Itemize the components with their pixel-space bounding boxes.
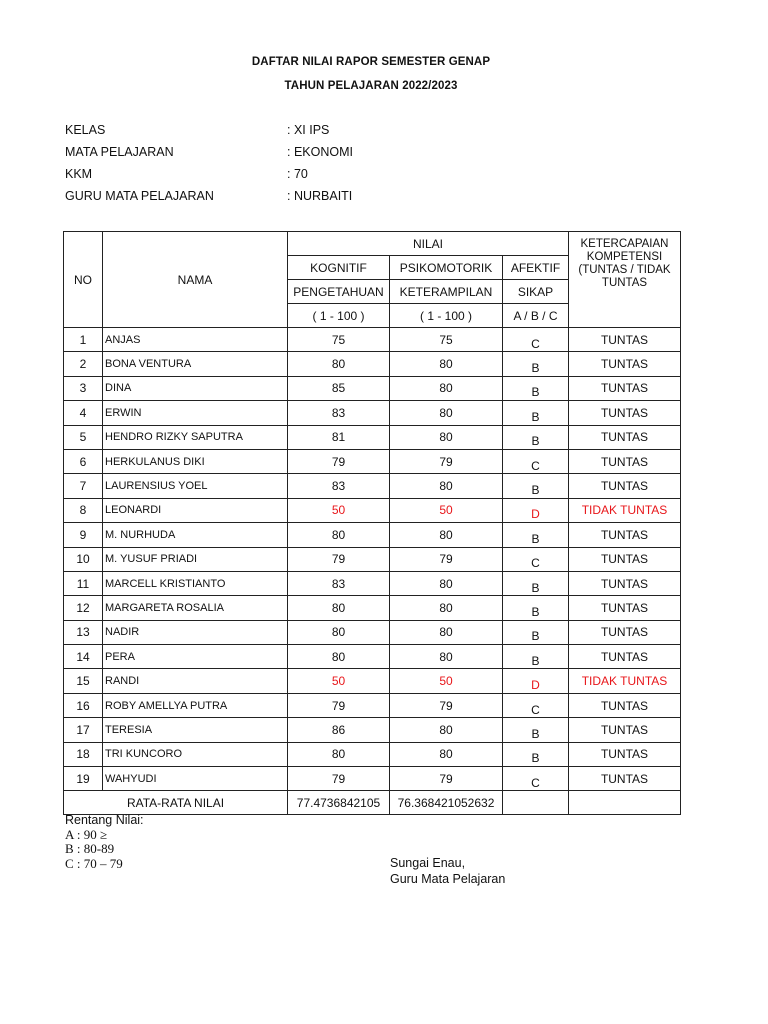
row-sikap-value: B <box>531 361 540 376</box>
range-a: A : 90 ≥ <box>65 826 108 842</box>
row-status: TUNTAS <box>569 645 681 669</box>
average-afektif <box>503 791 569 815</box>
row-nama: WAHYUDI <box>103 767 288 791</box>
row-status: TUNTAS <box>569 425 681 449</box>
row-nama: M. YUSUF PRIADI <box>103 547 288 571</box>
row-nama: PERA <box>103 645 288 669</box>
row-no: 12 <box>64 596 103 620</box>
row-sikap <box>503 669 569 693</box>
row-sikap-value: B <box>531 604 540 619</box>
row-sikap-value: B <box>531 580 540 595</box>
row-kognitif: 79 <box>288 767 390 791</box>
row-kognitif: 79 <box>288 547 390 571</box>
row-no: 17 <box>64 718 103 742</box>
info-label: KKM <box>65 167 93 181</box>
row-sikap <box>503 620 569 644</box>
row-sikap-value: C <box>531 702 540 717</box>
table-row <box>64 669 681 693</box>
range-title: Rentang Nilai: <box>65 813 144 827</box>
row-sikap-value: B <box>531 653 540 668</box>
row-nama: LEONARDI <box>103 498 288 522</box>
row-status: TUNTAS <box>569 474 681 498</box>
header-afektif: AFEKTIF <box>503 256 569 280</box>
table-row <box>64 425 681 449</box>
row-psikomotorik: 80 <box>390 620 503 644</box>
row-kognitif: 80 <box>288 352 390 376</box>
row-no: 18 <box>64 742 103 766</box>
info-value: : XI IPS <box>287 123 330 137</box>
table-row <box>64 376 681 400</box>
row-sikap <box>503 523 569 547</box>
row-kognitif: 83 <box>288 571 390 595</box>
header-nama: NAMA <box>103 232 288 328</box>
row-sikap-value: C <box>531 336 540 351</box>
info-row-guru <box>65 189 465 211</box>
row-status: TUNTAS <box>569 449 681 473</box>
info-value: : 70 <box>287 167 308 181</box>
table-row <box>64 742 681 766</box>
row-kognitif: 81 <box>288 425 390 449</box>
row-nama: DINA <box>103 376 288 400</box>
row-no: 13 <box>64 620 103 644</box>
table-row <box>64 547 681 571</box>
row-psikomotorik: 80 <box>390 474 503 498</box>
row-nama: ROBY AMELLYA PUTRA <box>103 693 288 717</box>
row-no: 8 <box>64 498 103 522</box>
row-no: 3 <box>64 376 103 400</box>
row-no: 9 <box>64 523 103 547</box>
signature-place: Sungai Enau, <box>390 856 466 870</box>
row-psikomotorik: 79 <box>390 449 503 473</box>
row-kognitif: 80 <box>288 620 390 644</box>
average-label: RATA-RATA NILAI <box>64 791 288 815</box>
row-sikap <box>503 645 569 669</box>
row-kognitif: 50 <box>288 498 390 522</box>
info-label: MATA PELAJARAN <box>65 145 174 159</box>
page-title: DAFTAR NILAI RAPOR SEMESTER GENAP <box>251 56 491 68</box>
table-row <box>64 474 681 498</box>
row-nama: MARGARETA ROSALIA <box>103 596 288 620</box>
row-sikap-value: B <box>531 629 540 644</box>
row-nama: BONA VENTURA <box>103 352 288 376</box>
table-body <box>64 328 681 791</box>
header-range-afektif: A / B / C <box>503 304 569 328</box>
average-status <box>569 791 681 815</box>
row-kognitif: 80 <box>288 523 390 547</box>
row-sikap <box>503 742 569 766</box>
row-psikomotorik: 80 <box>390 596 503 620</box>
row-psikomotorik: 80 <box>390 571 503 595</box>
row-kognitif: 80 <box>288 645 390 669</box>
row-nama: TERESIA <box>103 718 288 742</box>
row-status: TUNTAS <box>569 571 681 595</box>
row-nama: ANJAS <box>103 328 288 352</box>
table-row <box>64 718 681 742</box>
average-row <box>64 791 681 815</box>
row-sikap <box>503 767 569 791</box>
row-status: TIDAK TUNTAS <box>569 498 681 522</box>
average-kognitif: 77.4736842105 <box>288 791 390 815</box>
row-sikap-value: C <box>531 556 540 571</box>
row-psikomotorik: 79 <box>390 693 503 717</box>
row-sikap-value: D <box>531 678 540 693</box>
row-psikomotorik: 80 <box>390 376 503 400</box>
header-pengetahuan: PENGETAHUAN <box>288 280 390 304</box>
row-nama: HENDRO RIZKY SAPUTRA <box>103 425 288 449</box>
info-row-kelas <box>65 123 465 145</box>
row-sikap <box>503 693 569 717</box>
row-psikomotorik: 50 <box>390 498 503 522</box>
table-row <box>64 498 681 522</box>
row-nama: M. NURHUDA <box>103 523 288 547</box>
row-no: 19 <box>64 767 103 791</box>
row-status: TUNTAS <box>569 328 681 352</box>
header-range-psikomotorik: ( 1 - 100 ) <box>390 304 503 328</box>
info-row-mapel <box>65 145 465 167</box>
row-status: TIDAK TUNTAS <box>569 669 681 693</box>
row-sikap <box>503 449 569 473</box>
table-row <box>64 571 681 595</box>
row-sikap <box>503 718 569 742</box>
row-sikap-value: B <box>531 385 540 400</box>
row-no: 1 <box>64 328 103 352</box>
row-status: TUNTAS <box>569 352 681 376</box>
row-psikomotorik: 75 <box>390 328 503 352</box>
row-psikomotorik: 80 <box>390 523 503 547</box>
row-sikap <box>503 352 569 376</box>
table-row <box>64 693 681 717</box>
row-kognitif: 80 <box>288 742 390 766</box>
row-kognitif: 85 <box>288 376 390 400</box>
row-sikap <box>503 547 569 571</box>
row-psikomotorik: 79 <box>390 767 503 791</box>
header-sikap: SIKAP <box>503 280 569 304</box>
row-kognitif: 83 <box>288 474 390 498</box>
info-label: GURU MATA PELAJARAN <box>65 189 214 203</box>
row-psikomotorik: 79 <box>390 547 503 571</box>
row-sikap <box>503 498 569 522</box>
row-sikap-value: B <box>531 726 540 741</box>
row-no: 7 <box>64 474 103 498</box>
row-sikap <box>503 328 569 352</box>
row-no: 11 <box>64 571 103 595</box>
info-row-kkm <box>65 167 465 189</box>
page-subtitle: TAHUN PELAJARAN 2022/2023 <box>284 80 458 92</box>
table-row <box>64 449 681 473</box>
row-no: 5 <box>64 425 103 449</box>
row-status: TUNTAS <box>569 401 681 425</box>
row-psikomotorik: 80 <box>390 742 503 766</box>
row-nama: RANDI <box>103 669 288 693</box>
range-c: C : 70 – 79 <box>65 855 123 871</box>
header-range-kognitif: ( 1 - 100 ) <box>288 304 390 328</box>
row-no: 4 <box>64 401 103 425</box>
header-kognitif: KOGNITIF <box>288 256 390 280</box>
table-row <box>64 352 681 376</box>
row-psikomotorik: 80 <box>390 425 503 449</box>
table-row <box>64 401 681 425</box>
row-nama: LAURENSIUS YOEL <box>103 474 288 498</box>
row-sikap <box>503 571 569 595</box>
row-nama: TRI KUNCORO <box>103 742 288 766</box>
table-row <box>64 596 681 620</box>
info-block <box>65 123 465 211</box>
row-kognitif: 83 <box>288 401 390 425</box>
row-nama: HERKULANUS DIKI <box>103 449 288 473</box>
row-kognitif: 86 <box>288 718 390 742</box>
row-psikomotorik: 50 <box>390 669 503 693</box>
table-row <box>64 523 681 547</box>
info-label: KELAS <box>65 123 106 137</box>
row-no: 14 <box>64 645 103 669</box>
row-status: TUNTAS <box>569 693 681 717</box>
row-nama: NADIR <box>103 620 288 644</box>
average-psikomotorik: 76.368421052632 <box>390 791 503 815</box>
row-status: TUNTAS <box>569 620 681 644</box>
row-psikomotorik: 80 <box>390 401 503 425</box>
row-sikap-value: C <box>531 775 540 790</box>
row-sikap <box>503 401 569 425</box>
row-kognitif: 75 <box>288 328 390 352</box>
row-kognitif: 80 <box>288 596 390 620</box>
row-nama: MARCELL KRISTIANTO <box>103 571 288 595</box>
row-sikap-value: B <box>531 434 540 449</box>
header-psikomotorik: PSIKOMOTORIK <box>390 256 503 280</box>
table-row <box>64 645 681 669</box>
header-no: NO <box>64 232 103 328</box>
row-psikomotorik: 80 <box>390 718 503 742</box>
row-sikap-value: B <box>531 751 540 766</box>
row-status: TUNTAS <box>569 596 681 620</box>
row-status: TUNTAS <box>569 523 681 547</box>
header-nilai: NILAI <box>288 232 569 256</box>
row-no: 16 <box>64 693 103 717</box>
row-kognitif: 79 <box>288 449 390 473</box>
row-status: TUNTAS <box>569 767 681 791</box>
table-row <box>64 328 681 352</box>
row-sikap-value: C <box>531 458 540 473</box>
row-no: 15 <box>64 669 103 693</box>
range-b: B : 80-89 <box>65 841 115 856</box>
row-nama: ERWIN <box>103 401 288 425</box>
row-sikap <box>503 474 569 498</box>
grade-range <box>65 813 144 871</box>
header-keterampilan: KETERAMPILAN <box>390 280 503 304</box>
table-row <box>64 767 681 791</box>
signature-role: Guru Mata Pelajaran <box>390 872 506 886</box>
info-value: : EKONOMI <box>287 145 353 159</box>
info-value: : NURBAITI <box>287 189 353 203</box>
row-sikap <box>503 596 569 620</box>
row-sikap <box>503 376 569 400</box>
row-kognitif: 79 <box>288 693 390 717</box>
row-status: TUNTAS <box>569 718 681 742</box>
row-psikomotorik: 80 <box>390 352 503 376</box>
row-sikap <box>503 425 569 449</box>
row-sikap-value: D <box>531 507 540 522</box>
grades-table <box>63 231 681 815</box>
row-sikap-value: B <box>531 531 540 546</box>
row-sikap-value: B <box>531 409 540 424</box>
table-row <box>64 620 681 644</box>
row-status: TUNTAS <box>569 376 681 400</box>
row-sikap-value: B <box>531 483 540 498</box>
row-status: TUNTAS <box>569 742 681 766</box>
signature-block <box>390 855 505 887</box>
row-kognitif: 50 <box>288 669 390 693</box>
header-ketercapaian: KETERCAPAIAN KOMPETENSI (TUNTAS / TIDAK TUNTAS <box>569 232 681 328</box>
row-no: 6 <box>64 449 103 473</box>
row-status: TUNTAS <box>569 547 681 571</box>
row-no: 2 <box>64 352 103 376</box>
row-psikomotorik: 80 <box>390 645 503 669</box>
row-no: 10 <box>64 547 103 571</box>
